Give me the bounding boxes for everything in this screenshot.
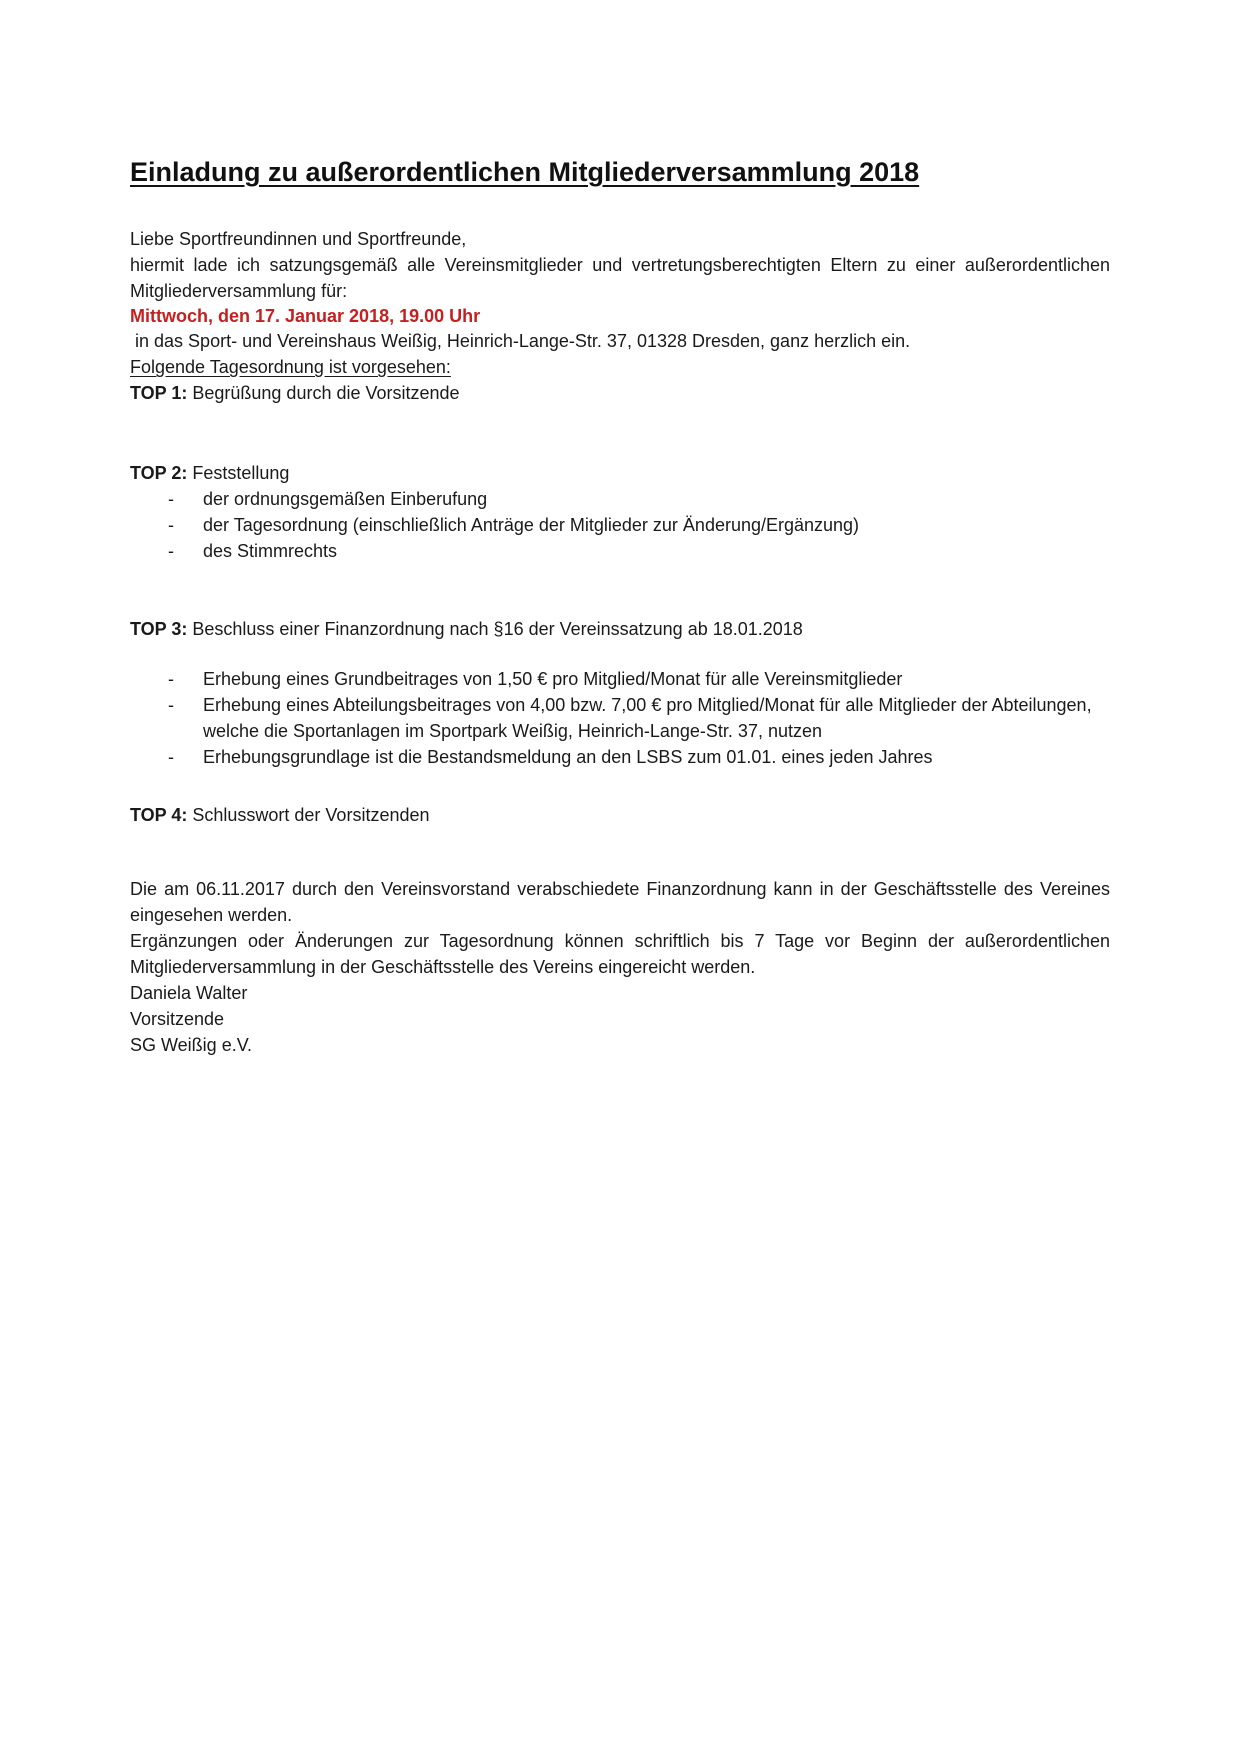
- intro-paragraph: hiermit lade ich satzungsgemäß alle Vereinsmitglieder und vertretungsberechtigten Eltern zu einer außerordentlichen Mitgliederversammlung für:: [130, 255, 1110, 301]
- dash-bullet: -: [168, 489, 174, 509]
- agenda-top-4-label: TOP 4:: [130, 805, 188, 825]
- signature-role: Vorsitzende: [130, 1009, 225, 1029]
- agenda-top-4-line: [130, 802, 1110, 828]
- agenda-top-4: [130, 802, 1110, 828]
- list-item: [130, 512, 1110, 538]
- signature-name: Daniela Walter: [130, 983, 248, 1003]
- agenda-top-2-text: Feststellung: [192, 463, 290, 483]
- list-item-text: Erhebung eines Grundbeitrages von 1,50 € pro Mitglied/Monat für alle Vereinsmitglieder: [203, 669, 903, 689]
- agenda-heading: Folgende Tagesordnung ist vorgesehen:: [130, 357, 451, 377]
- list-item: [130, 744, 1110, 770]
- agenda-top-4-text: Schlusswort der Vorsitzenden: [192, 805, 430, 825]
- dash-bullet: -: [168, 695, 174, 715]
- dash-bullet: -: [168, 541, 174, 561]
- agenda-top-2: [130, 460, 1110, 564]
- list-item-text: des Stimmrechts: [203, 541, 338, 561]
- list-item: [130, 538, 1110, 564]
- agenda-top-2-label: TOP 2:: [130, 463, 188, 483]
- agenda-top-3-line: [130, 616, 1110, 642]
- closing-paragraph-ergaenzungen: Ergänzungen oder Änderungen zur Tagesordnung können schriftlich bis 7 Tage vor Beginn der außerordentlichen Mitgliederversammlung in der Geschäftsstelle des Vereins eingereicht werden.: [130, 931, 1110, 977]
- list-item-text: der Tagesordnung (einschließlich Anträge der Mitglieder zur Änderung/Ergänzung): [203, 515, 860, 535]
- list-item-text: der ordnungsgemäßen Einberufung: [203, 489, 488, 509]
- signature-block: [130, 980, 1110, 1058]
- agenda-top-3-text: Beschluss einer Finanzordnung nach §16 der Vereinssatzung ab 18.01.2018: [192, 619, 803, 639]
- agenda-top-2-items: [130, 486, 1110, 564]
- list-item: [130, 486, 1110, 512]
- agenda-top-3: [130, 616, 1110, 770]
- signature-organization: SG Weißig e.V.: [130, 1035, 253, 1055]
- agenda-top-2-line: [130, 460, 1110, 486]
- list-item: [130, 692, 1110, 744]
- salutation: Liebe Sportfreundinnen und Sportfreunde,: [130, 229, 467, 249]
- document-title: Einladung zu außerordentlichen Mitgliederversammlung 2018: [130, 157, 920, 187]
- meeting-datetime: Mittwoch, den 17. Januar 2018, 19.00 Uhr: [130, 306, 481, 326]
- agenda-top-1: [130, 380, 1110, 406]
- agenda-top-1-text: Begrüßung durch die Vorsitzende: [192, 383, 460, 403]
- meeting-location: in das Sport- und Vereinshaus Weißig, Heinrich-Lange-Str. 37, 01328 Dresden, ganz herzlich ein.: [130, 331, 911, 351]
- agenda-top-1-label: TOP 1:: [130, 383, 188, 403]
- list-item: [130, 666, 1110, 692]
- agenda-top-3-label: TOP 3:: [130, 619, 188, 639]
- agenda-top-1-line: [130, 380, 1110, 406]
- list-item-text: Erhebung eines Abteilungsbeitrages von 4,00 bzw. 7,00 € pro Mitglied/Monat für alle Mitglieder der Abteilungen, welche die Sportanlagen im Sportpark Weißig, Heinrich-Lange-Str. 37, nutzen: [203, 695, 1092, 741]
- dash-bullet: -: [168, 669, 174, 689]
- dash-bullet: -: [168, 515, 174, 535]
- list-item-text: Erhebungsgrundlage ist die Bestandsmeldung an den LSBS zum 01.01. eines jeden Jahres: [203, 747, 933, 767]
- dash-bullet: -: [168, 747, 174, 767]
- agenda-top-3-items: [130, 666, 1110, 770]
- closing-paragraph-finanzordnung: Die am 06.11.2017 durch den Vereinsvorstand verabschiedete Finanzordnung kann in der Geschäftsstelle des Vereines eingesehen werden.: [130, 879, 1110, 925]
